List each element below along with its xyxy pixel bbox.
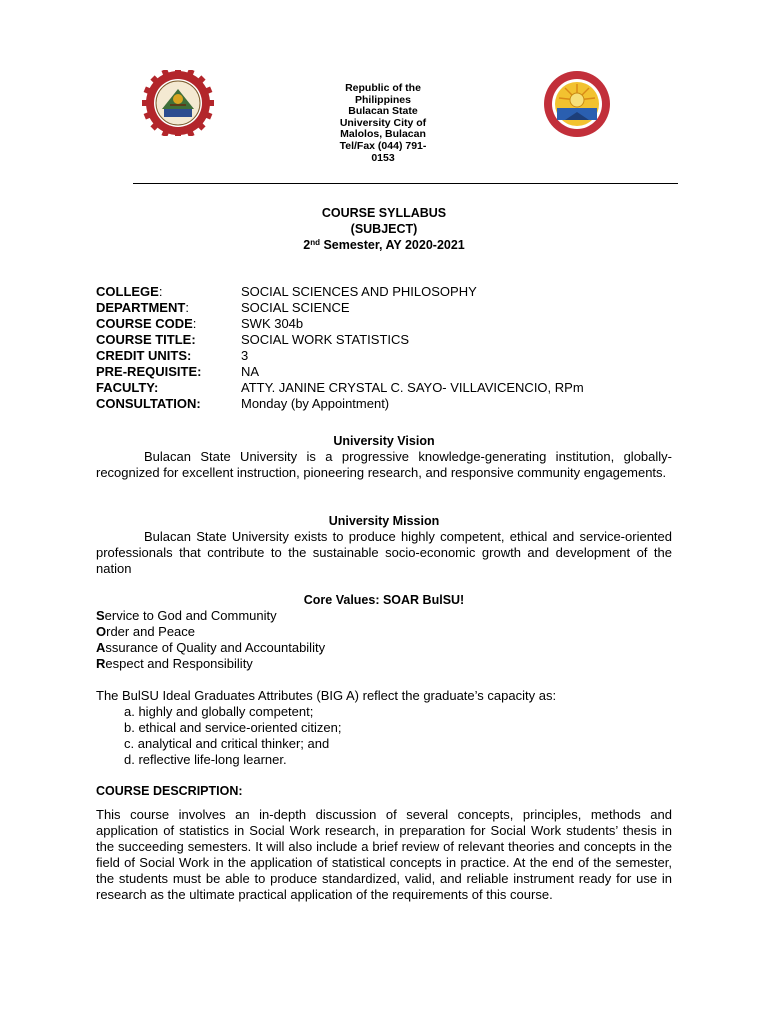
- title-line: COURSE SYLLABUS: [321, 206, 447, 220]
- semester-number: 2: [303, 238, 311, 252]
- info-label: COLLEGE: [96, 284, 159, 299]
- info-value: 3: [241, 348, 249, 363]
- info-row-course-code: [96, 316, 696, 332]
- college-social-sciences-seal-logo: [538, 70, 616, 138]
- vision-text: Bulacan State University is a progressive knowledge-generating institution, globally-recognized for excellent instruction, pioneering research, and responsive community engagements.: [96, 449, 672, 480]
- info-label: CREDIT UNITS:: [96, 348, 192, 363]
- core-value-initial: S: [96, 608, 105, 623]
- vision-heading: University Vision: [333, 434, 435, 448]
- course-description-heading: COURSE DESCRIPTION:: [96, 784, 243, 798]
- address-line: Bulacan State: [348, 105, 418, 118]
- core-value-text: espect and Responsibility: [105, 656, 253, 671]
- info-colon: :: [192, 316, 197, 331]
- info-colon: :: [158, 284, 163, 299]
- address-line: University City of: [339, 116, 427, 129]
- info-label: DEPARTMENT: [96, 300, 186, 315]
- university-address: [318, 83, 448, 164]
- big-a-item: a. highly and globally competent;: [124, 704, 314, 719]
- big-a-item: d. reflective life-long learner.: [124, 752, 287, 767]
- address-line: Tel/Fax (044) 791-: [339, 139, 427, 152]
- course-description-text: This course involves an in-depth discussion of several concepts, principles, methods and application of statistics in Social Work research, in preparation for Social Work students’ thesis in the succeeding semesters. It will also include a brief review of relevant theories and concepts in the field of Social Work in the application of statistical concepts in practice. At the end of the semester, the students must be able to produce standardized, valid, and reliable instrument ready for use in research as the ultimate practical application of the requirements of this course.: [96, 807, 672, 902]
- subject-line: (SUBJECT): [350, 222, 418, 236]
- big-a-section: [96, 688, 672, 768]
- core-values-section: [96, 592, 672, 672]
- university-vision-section: [96, 433, 672, 481]
- info-row-consultation: [96, 396, 696, 412]
- semester-text: Semester, AY 2020-2021: [319, 238, 465, 252]
- core-value-text: ssurance of Quality and Accountability: [105, 640, 326, 655]
- info-value: SOCIAL WORK STATISTICS: [241, 332, 410, 347]
- address-line: 0153: [371, 151, 395, 164]
- core-value-item: [96, 656, 672, 672]
- big-a-list: [96, 704, 672, 768]
- big-a-item: b. ethical and service-oriented citizen;: [124, 720, 342, 735]
- big-a-item: c. analytical and critical thinker; and: [124, 736, 330, 751]
- info-label: CONSULTATION:: [96, 396, 201, 411]
- info-value: SOCIAL SCIENCES AND PHILOSOPHY: [241, 284, 477, 299]
- core-value-initial: R: [96, 656, 106, 671]
- info-row-college: [96, 284, 696, 300]
- mission-text: Bulacan State University exists to produce highly competent, ethical and service-oriented professionals that contribute to the sustainable socio-economic growth and development of the nation: [96, 529, 672, 576]
- core-value-item: [96, 624, 672, 640]
- info-row-prerequisite: [96, 364, 696, 380]
- info-value: SWK 304b: [241, 316, 304, 331]
- core-values-heading: Core Values: SOAR BulSU!: [303, 593, 465, 607]
- info-row-course-title: [96, 332, 696, 348]
- info-value: ATTY. JANINE CRYSTAL C. SAYO- VILLAVICENCIO, RPm: [241, 380, 584, 395]
- info-label: COURSE CODE: [96, 316, 193, 331]
- mission-heading: University Mission: [328, 514, 440, 528]
- core-value-initial: A: [96, 640, 106, 655]
- big-a-intro: The BulSU Ideal Graduates Attributes (BIG A) reflect the graduate’s capacity as:: [96, 688, 557, 703]
- info-value: SOCIAL SCIENCE: [241, 300, 350, 315]
- address-line: Republic of the: [345, 82, 421, 94]
- address-line: Malolos, Bulacan: [340, 128, 426, 141]
- core-value-initial: O: [96, 624, 107, 639]
- core-value-item: [96, 608, 672, 624]
- semester-suffix: nd: [310, 238, 320, 247]
- address-line: Philippines: [354, 93, 411, 106]
- bulacan-state-university-seal-logo: [137, 70, 219, 136]
- info-row-credit-units: [96, 348, 696, 364]
- course-description-section: [96, 783, 672, 903]
- info-value: Monday (by Appointment): [241, 396, 390, 411]
- core-value-text: rder and Peace: [106, 624, 196, 639]
- course-info-table: [96, 284, 696, 412]
- university-mission-section: [96, 513, 672, 577]
- info-value: NA: [241, 364, 260, 379]
- info-label: PRE-REQUISITE:: [96, 364, 202, 379]
- info-row-department: [96, 300, 696, 316]
- info-colon: :: [185, 300, 189, 315]
- header-divider: [133, 183, 678, 184]
- semester-line: [96, 237, 672, 253]
- syllabus-title: [96, 205, 672, 253]
- core-value-item: [96, 640, 672, 656]
- info-label: COURSE TITLE:: [96, 332, 196, 347]
- info-row-faculty: [96, 380, 696, 396]
- info-label: FACULTY:: [96, 380, 159, 395]
- core-value-text: ervice to God and Community: [104, 608, 277, 623]
